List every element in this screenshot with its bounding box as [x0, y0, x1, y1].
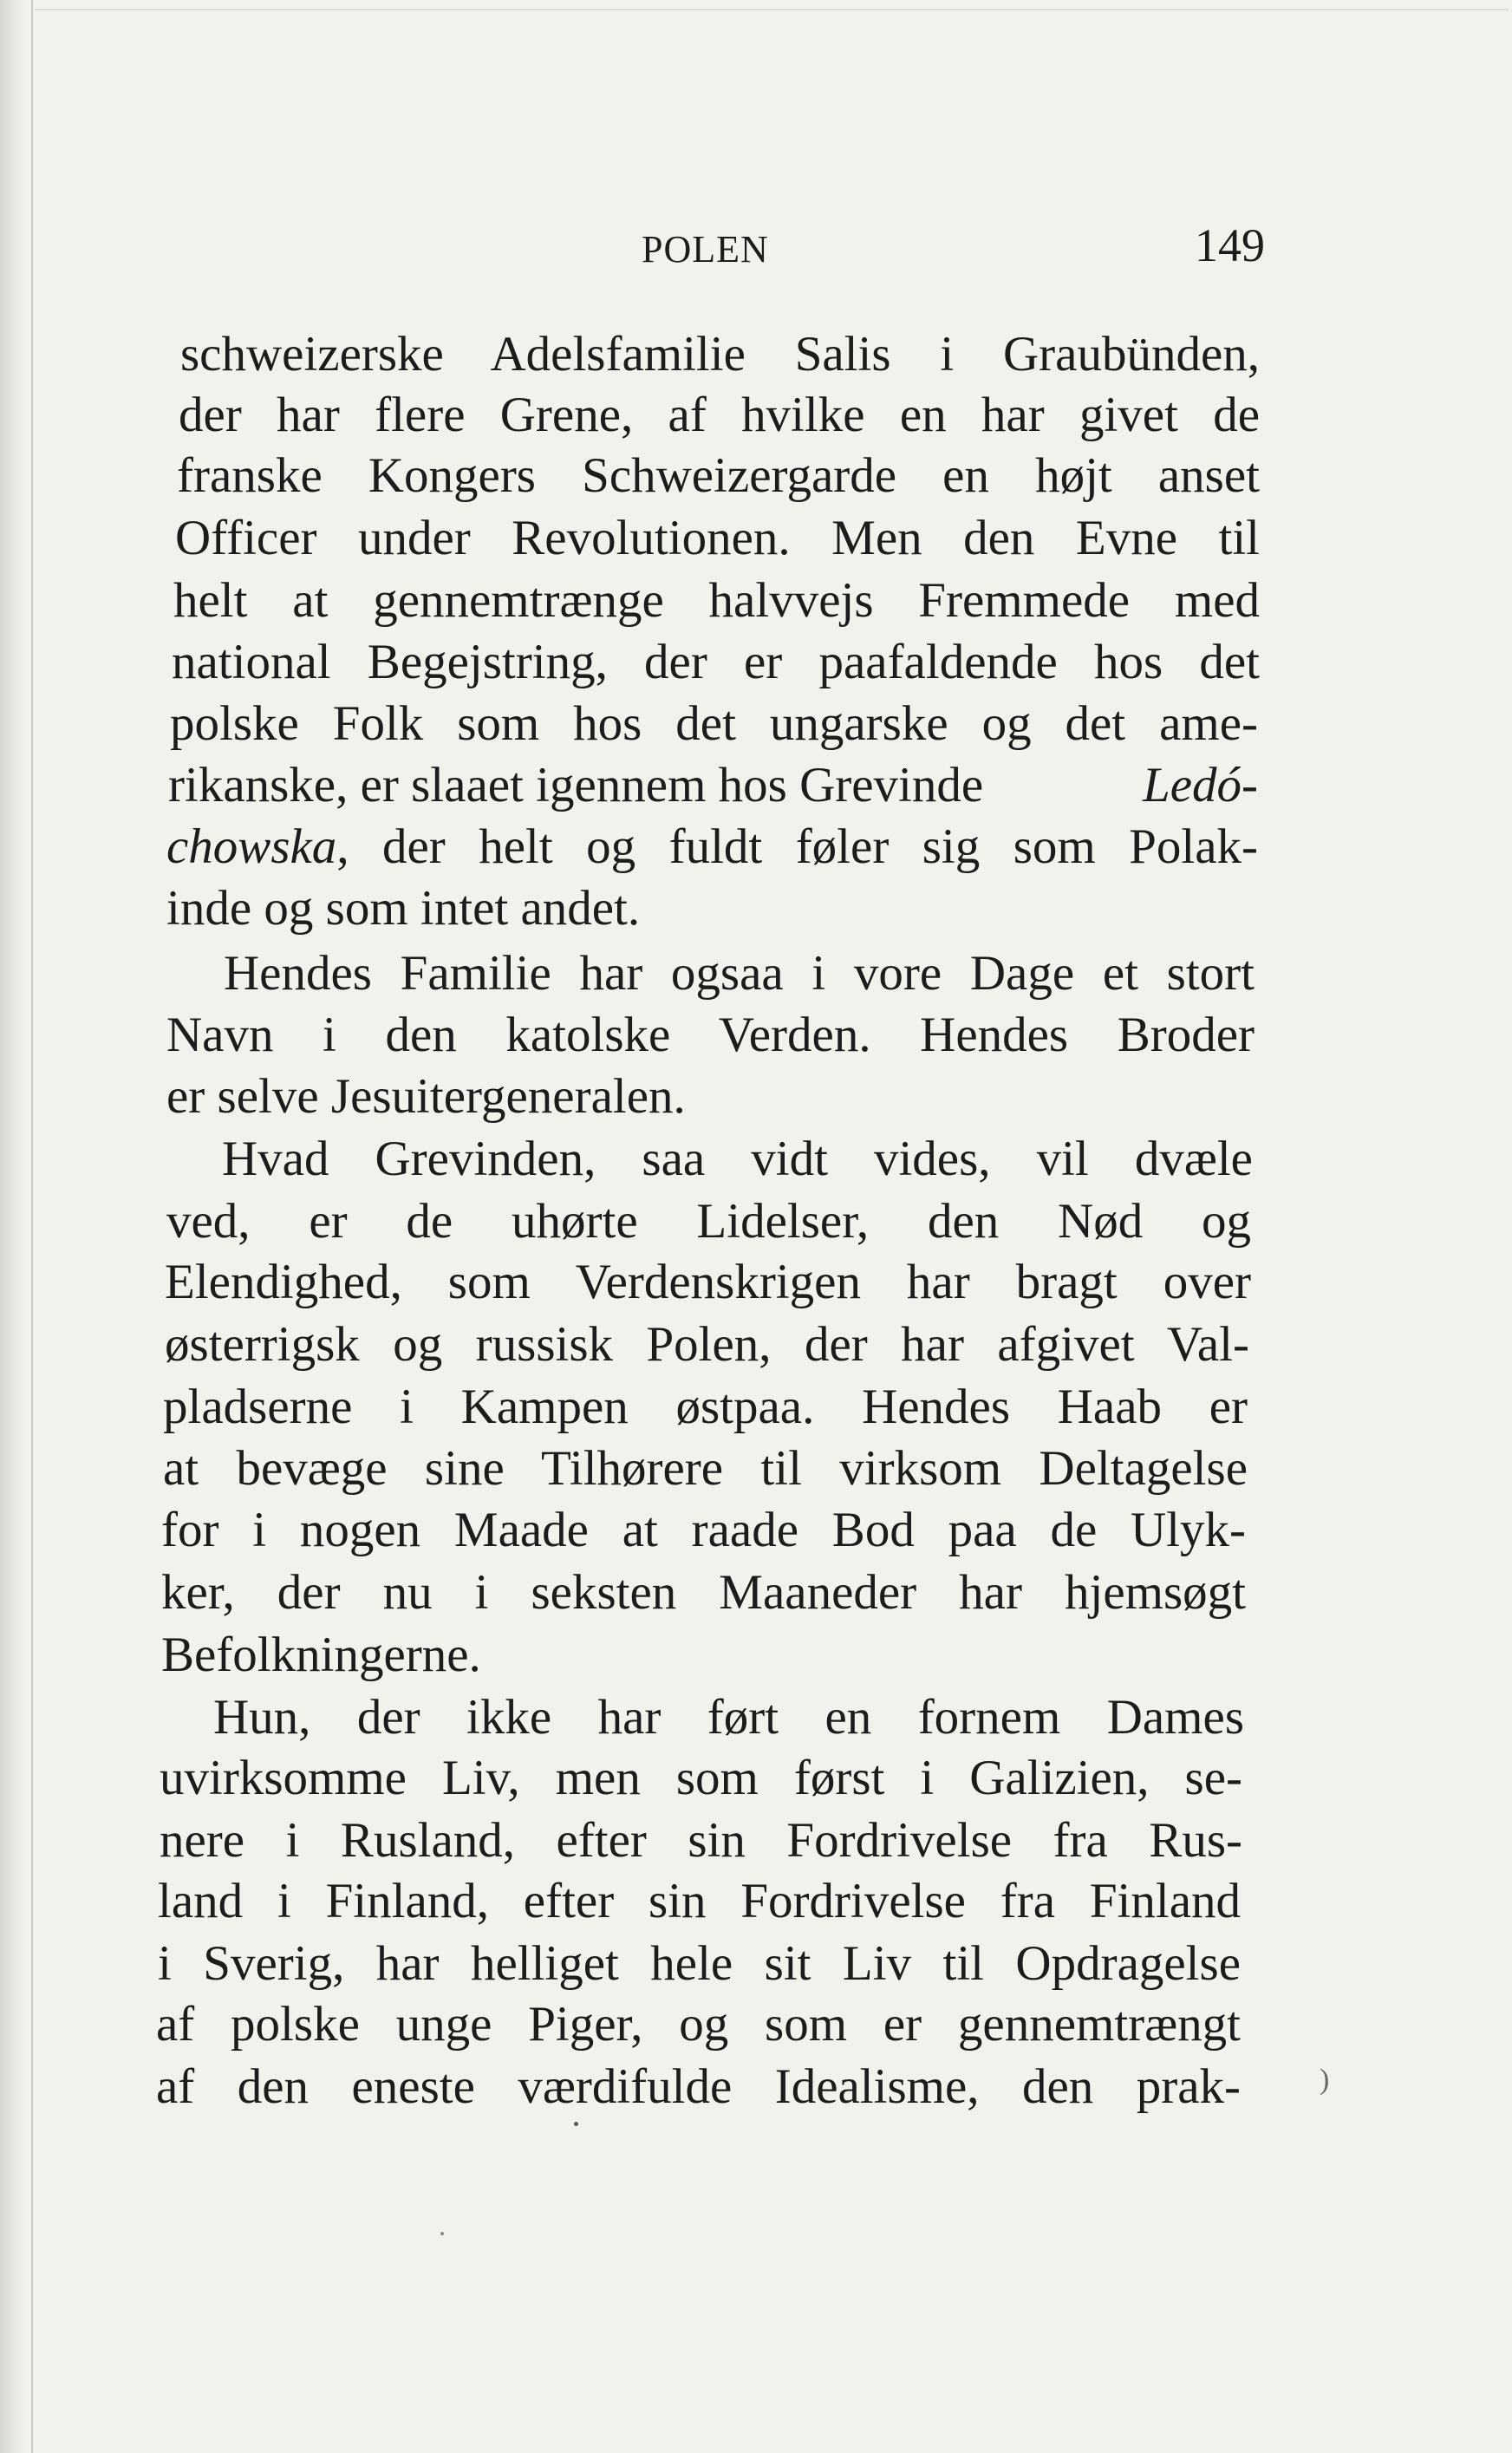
- italic-name: Ledó-: [1143, 758, 1258, 812]
- text-line: schweizerske Adelsfamilie Salis i Graubünden,: [180, 327, 1260, 382]
- text-line: i Sverig, har helliget hele sit Liv til Opdragelse: [158, 1936, 1241, 1991]
- text-line: inde og som intet andet.: [166, 881, 641, 936]
- text-line: ker, der nu i seksten Maaneder har hjemsøgt: [161, 1565, 1246, 1620]
- text-line: polske Folk som hos det ungarske og det ame-: [170, 696, 1258, 751]
- text-line: national Begejstring, der er paafaldende hos det: [172, 635, 1260, 689]
- text-segment: rikanske, er slaaet igennem hos Grevinde: [168, 758, 996, 812]
- ink-speck: [574, 2122, 578, 2126]
- text-line: Officer under Revolutionen. Men den Evne til: [175, 511, 1260, 565]
- text-line: pladserne i Kampen østpaa. Hendes Haab er: [163, 1380, 1248, 1434]
- page-fold-line: [31, 0, 33, 2453]
- text-line: land i Finland, efter sin Fordrivelse fra Finland: [158, 1874, 1241, 1928]
- text-line: at bevæge sine Tilhørere til virksom Deltagelse: [163, 1441, 1248, 1496]
- page-left-edge: [0, 0, 26, 2453]
- italic-name: chowska: [166, 819, 337, 874]
- text-line: Befolkningerne.: [161, 1628, 481, 1682]
- text-line: franske Kongers Schweizergarde en højt anset: [177, 448, 1260, 503]
- text-line: for i nogen Maade at raade Bod paa de Ulyk-: [161, 1503, 1246, 1557]
- text-line: er selve Jesuitergeneralen.: [166, 1069, 686, 1124]
- text-line: af den eneste værdifulde Idealisme, den prak-: [156, 2059, 1241, 2114]
- margin-mark: ): [1320, 2064, 1330, 2096]
- text-line: [168, 760, 1258, 810]
- text-line: nere i Rusland, efter sin Fordrivelse fra Rus-: [160, 1813, 1242, 1868]
- text-line: af polske unge Piger, og som er gennemtrængt: [156, 1997, 1241, 2052]
- text-line: Hvad Grevinden, saa vidt vides, vil dvæle: [222, 1132, 1253, 1186]
- text-segment: , der helt og fuldt føler sig som Polak-: [336, 819, 1258, 874]
- page-number: 149: [1195, 219, 1265, 271]
- page-top-edge: [35, 9, 1509, 10]
- text-line: østerrigsk og russisk Polen, der har afgivet Val-: [165, 1317, 1249, 1372]
- text-line: Navn i den katolske Verden. Hendes Broder: [166, 1008, 1255, 1062]
- text-line: der har flere Grene, af hvilke en har givet de: [179, 388, 1260, 442]
- text-line: Hendes Familie har ogsaa i vore Dage et stort: [224, 946, 1255, 1001]
- ink-speck: [440, 2232, 444, 2235]
- running-head: POLEN: [642, 228, 769, 271]
- text-line: Hun, der ikke har ført en fornem Dames: [213, 1690, 1244, 1745]
- text-line: Elendighed, som Verdenskrigen har bragt over: [165, 1255, 1251, 1309]
- text-line: uvirksomme Liv, men som først i Galizien, se-: [160, 1751, 1242, 1805]
- text-line: ved, er de uhørte Lidelser, den Nød og: [166, 1194, 1251, 1249]
- text-line: helt at gennemtrænge halvvejs Fremmede med: [173, 573, 1260, 628]
- text-line: [166, 819, 1258, 874]
